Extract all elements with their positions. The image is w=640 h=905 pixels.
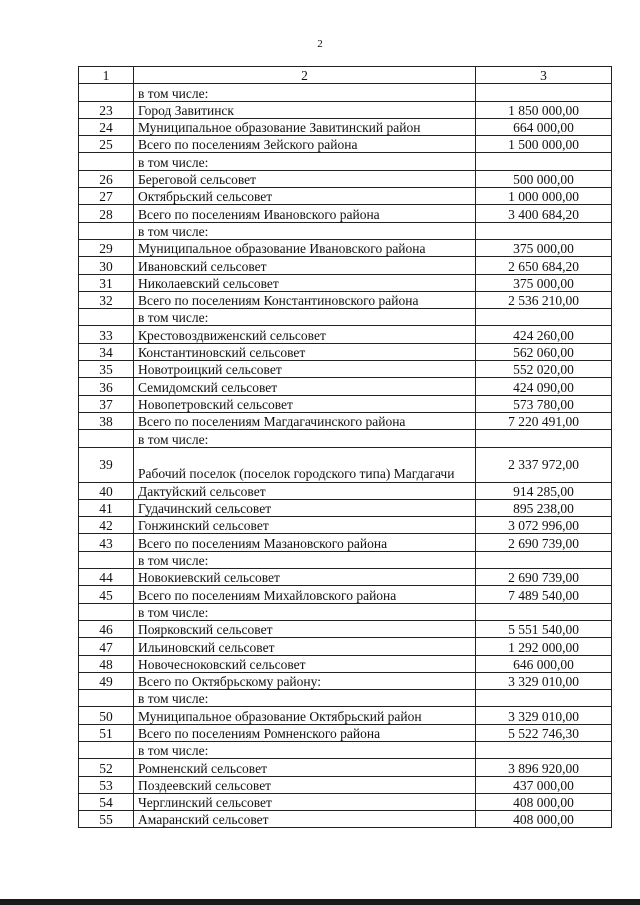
allocation-table [78,66,612,828]
row-number-cell: 53 [79,776,134,793]
row-number-cell: 33 [79,326,134,343]
amount-cell: 375 000,00 [476,239,612,256]
table-row [79,343,612,360]
amount-cell: 2 690 739,00 [476,569,612,586]
row-number-cell: 46 [79,620,134,637]
amount-cell [476,430,612,447]
table-row [79,101,612,118]
row-number-cell: 48 [79,655,134,672]
table-row [79,517,612,534]
row-number-cell [79,430,134,447]
amount-cell: 408 000,00 [476,793,612,810]
settlement-name-cell: в том числе: [134,430,476,447]
amount-cell: 895 238,00 [476,499,612,516]
settlement-name-cell: Октябрьский сельсовет [134,188,476,205]
amount-cell: 2 650 684,20 [476,257,612,274]
table-row [79,395,612,412]
table-row [79,620,612,637]
row-number-cell: 25 [79,136,134,153]
settlement-name-cell: Поздеевский сельсовет [134,776,476,793]
settlement-name-cell: в том числе: [134,690,476,707]
amount-cell: 573 780,00 [476,395,612,412]
settlement-name-cell: Всего по поселениям Ромненского района [134,724,476,741]
table-row [79,205,612,222]
settlement-name-cell: Ильиновский сельсовет [134,638,476,655]
row-number-cell: 45 [79,586,134,603]
column-header-amount: 3 [476,67,612,84]
column-header-number: 1 [79,67,134,84]
table-row [79,170,612,187]
row-number-cell: 30 [79,257,134,274]
table-row [79,326,612,343]
amount-cell: 1 500 000,00 [476,136,612,153]
amount-cell: 5 522 746,30 [476,724,612,741]
row-number-cell: 31 [79,274,134,291]
row-number-cell: 26 [79,170,134,187]
row-number-cell [79,309,134,326]
amount-cell [476,690,612,707]
table-row [79,378,612,395]
amount-cell: 552 020,00 [476,361,612,378]
column-header-name: 2 [134,67,476,84]
amount-cell: 3 329 010,00 [476,672,612,689]
amount-cell: 646 000,00 [476,655,612,672]
settlement-name-cell: Новокиевский сельсовет [134,569,476,586]
table-row [79,257,612,274]
settlement-name-cell: Амаранский сельсовет [134,811,476,828]
row-number-cell: 28 [79,205,134,222]
settlement-name-cell: Поярковский сельсовет [134,620,476,637]
table-row [79,274,612,291]
settlement-name-cell: Всего по поселениям Ивановского района [134,205,476,222]
settlement-name-cell: Дактуйский сельсовет [134,482,476,499]
amount-cell: 7 489 540,00 [476,586,612,603]
table-row [79,759,612,776]
amount-cell: 375 000,00 [476,274,612,291]
settlement-name-cell: Ивановский сельсовет [134,257,476,274]
row-number-cell: 32 [79,291,134,308]
table-row [79,534,612,551]
table-row [79,655,612,672]
amount-cell: 3 072 996,00 [476,517,612,534]
amount-cell: 664 000,00 [476,118,612,135]
settlement-name-cell: Новочесноковский сельсовет [134,655,476,672]
row-number-cell: 34 [79,343,134,360]
row-number-cell: 38 [79,412,134,429]
amount-cell: 500 000,00 [476,170,612,187]
row-number-cell: 37 [79,395,134,412]
settlement-name-cell: Николаевский сельсовет [134,274,476,291]
settlement-name-cell: Новопетровский сельсовет [134,395,476,412]
amount-cell [476,222,612,239]
table-header-row [79,67,612,84]
row-number-cell: 49 [79,672,134,689]
row-number-cell: 54 [79,793,134,810]
scan-bottom-edge [0,899,640,905]
table-row [79,569,612,586]
amount-cell: 3 896 920,00 [476,759,612,776]
amount-cell [476,309,612,326]
settlement-name-cell: Семидомский сельсовет [134,378,476,395]
settlement-name-cell: Всего по поселениям Мазановского района [134,534,476,551]
table-row [79,724,612,741]
row-number-cell: 29 [79,239,134,256]
row-number-cell: 50 [79,707,134,724]
settlement-name-cell: Всего по поселениям Михайловского района [134,586,476,603]
amount-cell: 2 337 972,00 [476,447,612,482]
row-number-cell: 24 [79,118,134,135]
row-number-cell: 36 [79,378,134,395]
settlement-name-cell: Новотроицкий сельсовет [134,361,476,378]
row-number-cell: 51 [79,724,134,741]
table-body [79,84,612,828]
settlement-name-cell: Черглинский сельсовет [134,793,476,810]
amount-cell: 2 690 739,00 [476,534,612,551]
amount-cell [476,603,612,620]
amount-cell: 3 400 684,20 [476,205,612,222]
row-number-cell [79,690,134,707]
settlement-name-cell: в том числе: [134,222,476,239]
table-row [79,482,612,499]
row-number-cell [79,84,134,101]
amount-cell: 1 000 000,00 [476,188,612,205]
row-number-cell: 42 [79,517,134,534]
table-row [79,136,612,153]
amount-cell: 2 536 210,00 [476,291,612,308]
table-row [79,672,612,689]
amount-cell [476,153,612,170]
table-row [79,603,612,620]
table-row [79,638,612,655]
table-row [79,499,612,516]
table-row [79,84,612,101]
row-number-cell: 23 [79,101,134,118]
settlement-name-cell: Всего по поселениям Зейского района [134,136,476,153]
row-number-cell [79,551,134,568]
row-number-cell: 27 [79,188,134,205]
table-row [79,430,612,447]
amount-cell: 1 850 000,00 [476,101,612,118]
table-row [79,586,612,603]
amount-cell: 1 292 000,00 [476,638,612,655]
table-row [79,707,612,724]
settlement-name-cell: Всего по поселениям Магдагачинского района [134,412,476,429]
settlement-name-cell: в том числе: [134,551,476,568]
table-row [79,793,612,810]
row-number-cell: 44 [79,569,134,586]
settlement-name-cell: Береговой сельсовет [134,170,476,187]
settlement-name-cell: в том числе: [134,153,476,170]
table-row [79,412,612,429]
row-number-cell: 35 [79,361,134,378]
settlement-name-cell: Константиновский сельсовет [134,343,476,360]
amount-cell: 914 285,00 [476,482,612,499]
amount-cell [476,551,612,568]
row-number-cell: 39 [79,447,134,482]
table-row [79,291,612,308]
row-number-cell: 47 [79,638,134,655]
settlement-name-cell: Гонжинский сельсовет [134,517,476,534]
settlement-name-cell: Муниципальное образование Октябрьский район [134,707,476,724]
table-row [79,690,612,707]
amount-cell: 3 329 010,00 [476,707,612,724]
table-row [79,239,612,256]
settlement-name-cell: в том числе: [134,741,476,758]
settlement-name-cell: Всего по поселениям Константиновского района [134,291,476,308]
row-number-cell [79,222,134,239]
settlement-name-cell: Гудачинский сельсовет [134,499,476,516]
row-number-cell: 52 [79,759,134,776]
amount-cell: 562 060,00 [476,343,612,360]
row-number-cell [79,603,134,620]
table-row [79,361,612,378]
amount-cell: 437 000,00 [476,776,612,793]
row-number-cell: 41 [79,499,134,516]
table-row [79,118,612,135]
amount-cell: 5 551 540,00 [476,620,612,637]
settlement-name-cell: Муниципальное образование Завитинский район [134,118,476,135]
settlement-name-cell: Ромненский сельсовет [134,759,476,776]
settlement-name-cell: в том числе: [134,603,476,620]
row-number-cell: 55 [79,811,134,828]
table-row [79,222,612,239]
table-row [79,551,612,568]
amount-cell [476,84,612,101]
table-row [79,447,612,482]
amount-cell: 424 260,00 [476,326,612,343]
table-row [79,309,612,326]
table-row [79,811,612,828]
amount-cell: 7 220 491,00 [476,412,612,429]
settlement-name-cell: Рабочий поселок (поселок городского типа) Магдагачи [134,447,476,482]
amount-cell [476,741,612,758]
row-number-cell [79,153,134,170]
settlement-name-cell: Город Завитинск [134,101,476,118]
settlement-name-cell: в том числе: [134,84,476,101]
settlement-name-cell: Крестовоздвиженский сельсовет [134,326,476,343]
page-number: 2 [317,38,323,50]
table-row [79,153,612,170]
row-number-cell: 43 [79,534,134,551]
amount-cell: 424 090,00 [476,378,612,395]
table-row [79,188,612,205]
table-row [79,776,612,793]
table-row [79,741,612,758]
amount-cell: 408 000,00 [476,811,612,828]
settlement-name-cell: Всего по Октябрьскому району: [134,672,476,689]
settlement-name-cell: Муниципальное образование Ивановского района [134,239,476,256]
row-number-cell [79,741,134,758]
row-number-cell: 40 [79,482,134,499]
settlement-name-cell: в том числе: [134,309,476,326]
